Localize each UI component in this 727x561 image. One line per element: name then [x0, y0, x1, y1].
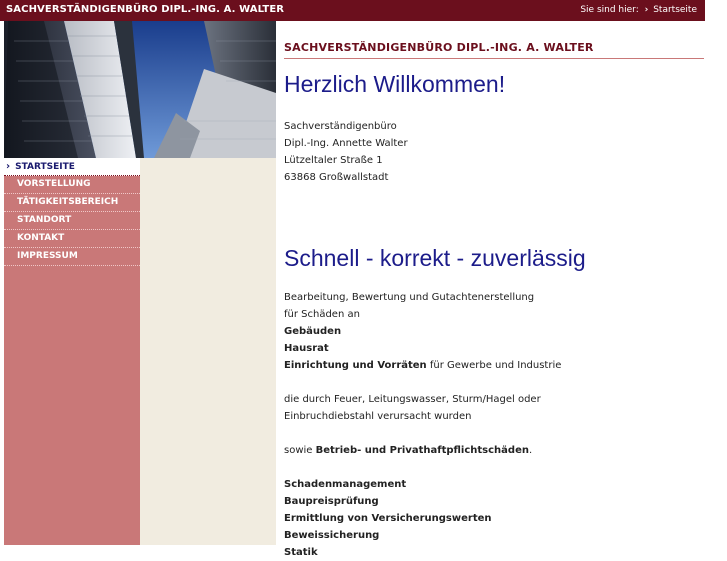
service-item: Baupreisprüfung — [284, 496, 379, 507]
item-gebaeude: Gebäuden — [284, 326, 342, 337]
sowie-bold: Betrieb- und Privathaftpflichtschäden — [315, 445, 529, 456]
sowie-prefix: sowie — [284, 445, 316, 456]
service-item: Statik — [284, 547, 318, 558]
breadcrumb — [580, 5, 697, 15]
nav-item-vorstellung[interactable]: VORSTELLUNG — [4, 176, 140, 194]
address-line: Dipl.-Ing. Annette Walter — [284, 138, 408, 149]
slogan-heading: Schnell - korrekt - zuverlässig — [284, 245, 586, 271]
nav-item-label: STARTSEITE — [15, 162, 75, 172]
sidebar-fill — [4, 266, 140, 545]
page-header: SACHVERSTÄNDIGENBÜRO DIPL.-ING. A. WALTER — [284, 41, 704, 59]
service-item: Beweissicherung — [284, 530, 380, 541]
nav-item-kontakt[interactable]: KONTAKT — [4, 230, 140, 248]
address-line: Sachverständigenbüro — [284, 121, 397, 132]
services-text — [284, 289, 704, 561]
sowie-suffix: . — [528, 445, 533, 456]
breadcrumb-label: Sie sind hier: — [580, 5, 639, 15]
nav-item-standort[interactable]: STANDORT — [4, 212, 140, 230]
header-photo-skyscrapers — [4, 21, 276, 158]
nav-item-taetigkeitsbereich[interactable]: TÄTIGKEITSBEREICH — [4, 194, 140, 212]
chevron-right-icon: › — [644, 5, 649, 15]
nav-item-impressum[interactable]: IMPRESSUM — [4, 248, 140, 266]
address-line: 63868 Großwallstadt — [284, 172, 389, 183]
service-item: Ermittlung von Versicherungswerten — [284, 513, 492, 524]
address-block — [284, 118, 704, 186]
welcome-title: Herzlich Willkommen! — [284, 71, 506, 97]
address-line: Lützeltaler Straße 1 — [284, 155, 383, 166]
right-margin — [705, 0, 727, 545]
causes-line: Einbruchdiebstahl verursacht wurden — [284, 411, 472, 422]
nav-item-startseite[interactable] — [4, 158, 140, 176]
intro-line: für Schäden an — [284, 309, 360, 320]
top-bar — [0, 0, 705, 21]
causes-line: die durch Feuer, Leitungswasser, Sturm/Hagel oder — [284, 394, 541, 405]
intro-line: Bearbeitung, Bewertung und Gutachtenerstellung — [284, 292, 535, 303]
item-einrichtung: Einrichtung und Vorräten — [284, 360, 427, 371]
service-item: Schadenmanagement — [284, 479, 407, 490]
main-navigation — [4, 158, 140, 266]
breadcrumb-current-link[interactable]: Startseite — [653, 5, 697, 15]
chevron-right-icon: › — [6, 161, 11, 172]
site-brand: SACHVERSTÄNDIGENBÜRO DIPL.-ING. A. WALTER — [6, 4, 285, 15]
main-content — [284, 21, 704, 561]
item-einrichtung-suffix: für Gewerbe und Industrie — [426, 360, 562, 371]
item-hausrat: Hausrat — [284, 343, 329, 354]
